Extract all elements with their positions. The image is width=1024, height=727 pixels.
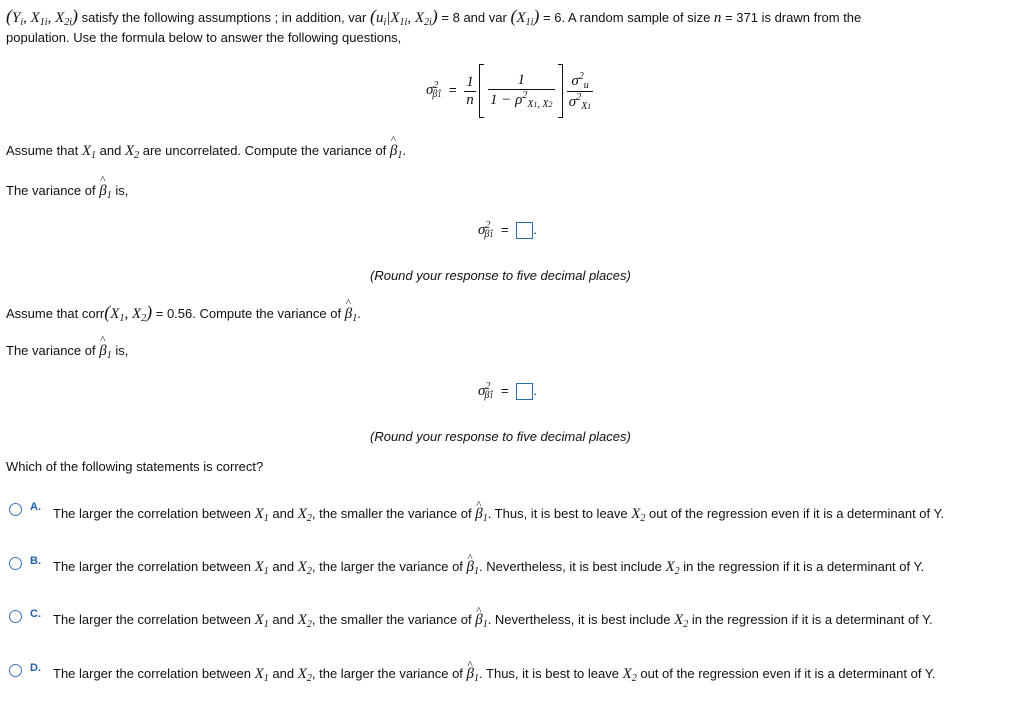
option-b-radio[interactable] — [9, 557, 22, 570]
option-b-text: The larger the correlation between $X_1$ and $X_2$, the larger the variance of ^ $\beta_1$. Nevertheless, it is best include $X_2$ in the regression if it is a determinant of Y. — [53, 556, 1013, 582]
formula-one-over-n: $\frac{1}{n}$ — [466, 73, 474, 108]
option-a-letter: A. — [30, 501, 41, 513]
n-label: n — [713, 10, 722, 26]
intro-text-2: is drawn from the — [757, 10, 862, 25]
q1-round-note: (Round your response to five decimal places) — [370, 268, 631, 283]
option-a-radio[interactable] — [9, 503, 22, 516]
q1-answer-input[interactable] — [516, 222, 533, 239]
q1-prompt: Assume that $X_1$ and $X_2$ are uncorrelated. Compute the variance of ^ $\beta_1$. — [6, 143, 406, 161]
intro-and: and var — [459, 10, 511, 25]
q1-variance-label: The variance of ^ $\beta_1$ is, — [6, 183, 128, 201]
formula-right-bracket — [558, 64, 563, 118]
cond-var-expr: ($u_i|X_{1i}$, $X_{2i}$) — [369, 6, 438, 28]
intro-text: satisfy the following assumptions ; in addition, var — [78, 10, 370, 25]
q3-prompt: Which of the following statements is correct? — [6, 459, 264, 474]
q2-prompt: Assume that $corr(X_1$, $X_2) = 0.56$. Compute the variance of ^ $\beta_1$. — [6, 302, 361, 324]
var-x1-expr: $(X_{1i})$ — [510, 6, 540, 28]
q2-answer-row: $\sigma^2_{\betâ1}$ = . — [478, 381, 537, 401]
option-d-text: The larger the correlation between $X_1$ and $X_2$, the larger the variance of ^ $\beta_1$. Thus, it is best to leave $X_2$ out of the regression even if it is a determinant of Y. — [53, 663, 1013, 689]
q2-round-note: (Round your response to five decimal places) — [370, 429, 631, 444]
variance-formula — [426, 64, 593, 118]
intro-line-1 — [6, 6, 861, 28]
formula-sigma-ratio: $\frac{\sigma^2_u}{\sigma^2_{X1}}$ — [568, 70, 592, 112]
n-value: = 371 — [725, 10, 758, 25]
option-b-letter: B. — [30, 555, 41, 567]
option-c-text: The larger the correlation between $X_1$ and $X_2$, the smaller the variance of ^ $\beta_1$. Nevertheless, it is best include $X_2$ in the regression if it is a determinant of Y. — [53, 609, 1013, 635]
option-d-radio[interactable] — [9, 664, 22, 677]
option-c-letter: C. — [30, 608, 41, 620]
formula-lhs: $\sigma^2_{\betâ1}$ — [426, 80, 442, 101]
var-x1-value: = 6. A random sample of size — [543, 10, 714, 25]
option-a-text: The larger the correlation between $X_1$ and $X_2$, the smaller the variance of ^ $\beta_1$. Thus, it is best to leave $X_2$ out of the regression even if it is a determinant of Y. — [53, 503, 1013, 529]
q1-answer-row: $\sigma^2_{\betâ1}$ = . — [478, 220, 537, 240]
q2-variance-label: The variance of ^ $\beta_1$ is, — [6, 343, 128, 361]
formula-left-bracket — [479, 64, 484, 118]
option-c-radio[interactable] — [9, 610, 22, 623]
q2-answer-input[interactable] — [516, 383, 533, 400]
formula-inner-fraction: $\frac{1}{1 - \rho^2_{X1, X2}}$ — [489, 72, 553, 110]
option-d-letter: D. — [30, 662, 41, 674]
formula-equals: = — [449, 82, 457, 98]
cond-var-value: = 8 — [441, 10, 460, 25]
intro-tuple: ($Y_i$, $X_{1i}$, $X_{2i}$) — [6, 6, 79, 28]
intro-line-2: population. Use the formula below to answer the following questions, — [6, 30, 402, 45]
